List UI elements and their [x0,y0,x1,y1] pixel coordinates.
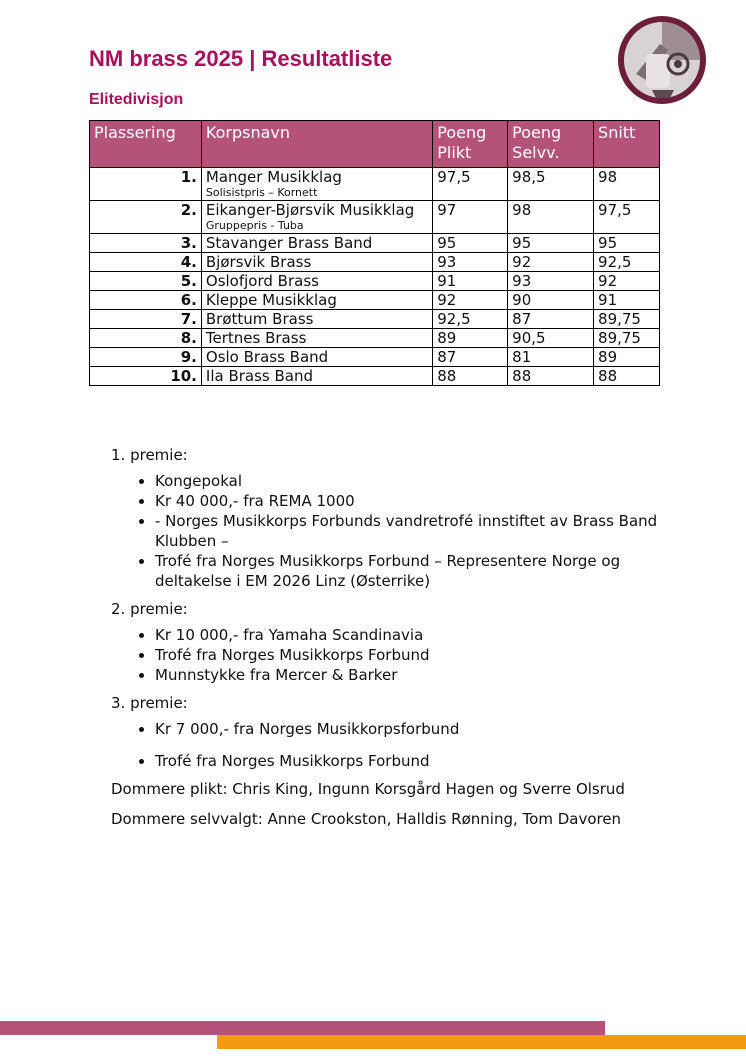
plikt-cell: 93 [433,253,508,272]
list-item: • Trofé fra Norges Musikkorps Forbund [155,751,671,771]
division-heading: Elitedivisjon [89,91,184,108]
snitt-cell: 95 [594,234,660,253]
page-title: NM brass 2025 | Resultatliste [89,46,393,71]
snitt-cell: 92,5 [594,253,660,272]
selvv-cell: 90,5 [508,329,594,348]
award-note: Solisistpris – Kornett [205,186,318,199]
snitt-cell: 91 [594,291,660,310]
table-row [90,367,660,386]
plikt-cell: 97 [433,201,508,234]
selvv-cell: 98 [508,201,594,234]
award-note: Gruppepris - Tuba [205,219,304,232]
table-row [90,168,660,201]
prize-list [111,445,671,829]
table-row [90,234,660,253]
footer-stripe-orange [217,1035,746,1049]
selvv-cell: 93 [508,272,594,291]
rank-cell: 9. [90,348,202,367]
plikt-cell: 88 [433,367,508,386]
name-cell [201,168,432,201]
name-cell: Tertnes Brass [201,329,432,348]
list-item: • - Norges Musikkorps Forbunds vandretrofé innstiftet av Brass Band Klubben – [155,511,671,551]
list-item: • Kr 7 000,- fra Norges Musikkorpsforbund [155,719,671,739]
col-header-selvv: Poeng Selvv. [508,121,594,168]
name-cell [201,201,432,234]
table-row [90,329,660,348]
selvv-cell: 92 [508,253,594,272]
snitt-cell: 98 [594,168,660,201]
results-table [89,120,660,386]
plikt-cell: 92,5 [433,310,508,329]
footer-stripe-pink [0,1021,605,1035]
plikt-cell: 89 [433,329,508,348]
rank-cell: 10. [90,367,202,386]
rank-cell: 7. [90,310,202,329]
table-row [90,272,660,291]
band-name: Eikanger-Bjørsvik Musikklag [205,201,415,219]
selvv-cell: 87 [508,310,594,329]
snitt-cell: 88 [594,367,660,386]
name-cell: Oslofjord Brass [201,272,432,291]
rank-cell: 3. [90,234,202,253]
rank-cell: 2. [90,201,202,234]
list-item: • Kr 40 000,- fra REMA 1000 [155,491,671,511]
prize-heading: 2. premie: [111,600,188,618]
snitt-cell: 89 [594,348,660,367]
list-item: • Munnstykke fra Mercer & Barker [155,665,671,685]
prize-items [111,625,671,685]
name-cell: Stavanger Brass Band [201,234,432,253]
band-name: Manger Musikklag [205,168,342,186]
plikt-cell: 91 [433,272,508,291]
snitt-cell: 97,5 [594,201,660,234]
judges-plikt: Dommere plikt: Chris King, Ingunn Korsgård Hagen og Sverre Olsrud [111,780,625,798]
table-row [90,253,660,272]
plikt-cell: 97,5 [433,168,508,201]
prize-items [111,719,671,771]
selvv-cell: 98,5 [508,168,594,201]
selvv-cell: 81 [508,348,594,367]
plikt-cell: 92 [433,291,508,310]
table-row [90,310,660,329]
selvv-cell: 95 [508,234,594,253]
list-item: • Kr 10 000,- fra Yamaha Scandinavia [155,625,671,645]
table-row [90,201,660,234]
name-cell: Oslo Brass Band [201,348,432,367]
rank-cell: 5. [90,272,202,291]
selvv-cell: 90 [508,291,594,310]
nm-brass-logo [616,14,708,106]
name-cell: Brøttum Brass [201,310,432,329]
name-cell: Kleppe Musikklag [201,291,432,310]
snitt-cell: 89,75 [594,310,660,329]
snitt-cell: 89,75 [594,329,660,348]
table-row [90,348,660,367]
snitt-cell: 92 [594,272,660,291]
judges-selvvalgt: Dommere selvvalgt: Anne Crookston, Halldis Rønning, Tom Davoren [111,810,622,828]
col-header-name: Korpsnavn [201,121,432,168]
rank-cell: 8. [90,329,202,348]
name-cell: Ila Brass Band [201,367,432,386]
rank-cell: 6. [90,291,202,310]
prize-heading: 1. premie: [111,446,188,464]
selvv-cell: 88 [508,367,594,386]
list-item: • Kongepokal [155,471,671,491]
list-item: • Trofé fra Norges Musikkorps Forbund [155,645,671,665]
table-row [90,291,660,310]
table-header-row [90,121,660,168]
list-item: • Trofé fra Norges Musikkorps Forbund – Representere Norge og deltakelse i EM 2026 Linz (Østerrike) [155,551,671,591]
plikt-cell: 87 [433,348,508,367]
rank-cell: 4. [90,253,202,272]
prize-heading: 3. premie: [111,694,188,712]
col-header-placement: Plassering [90,121,202,168]
plikt-cell: 95 [433,234,508,253]
name-cell: Bjørsvik Brass [201,253,432,272]
rank-cell: 1. [90,168,202,201]
prize-items [111,471,671,591]
col-header-snitt: Snitt [594,121,660,168]
col-header-plikt: Poeng Plikt [433,121,508,168]
